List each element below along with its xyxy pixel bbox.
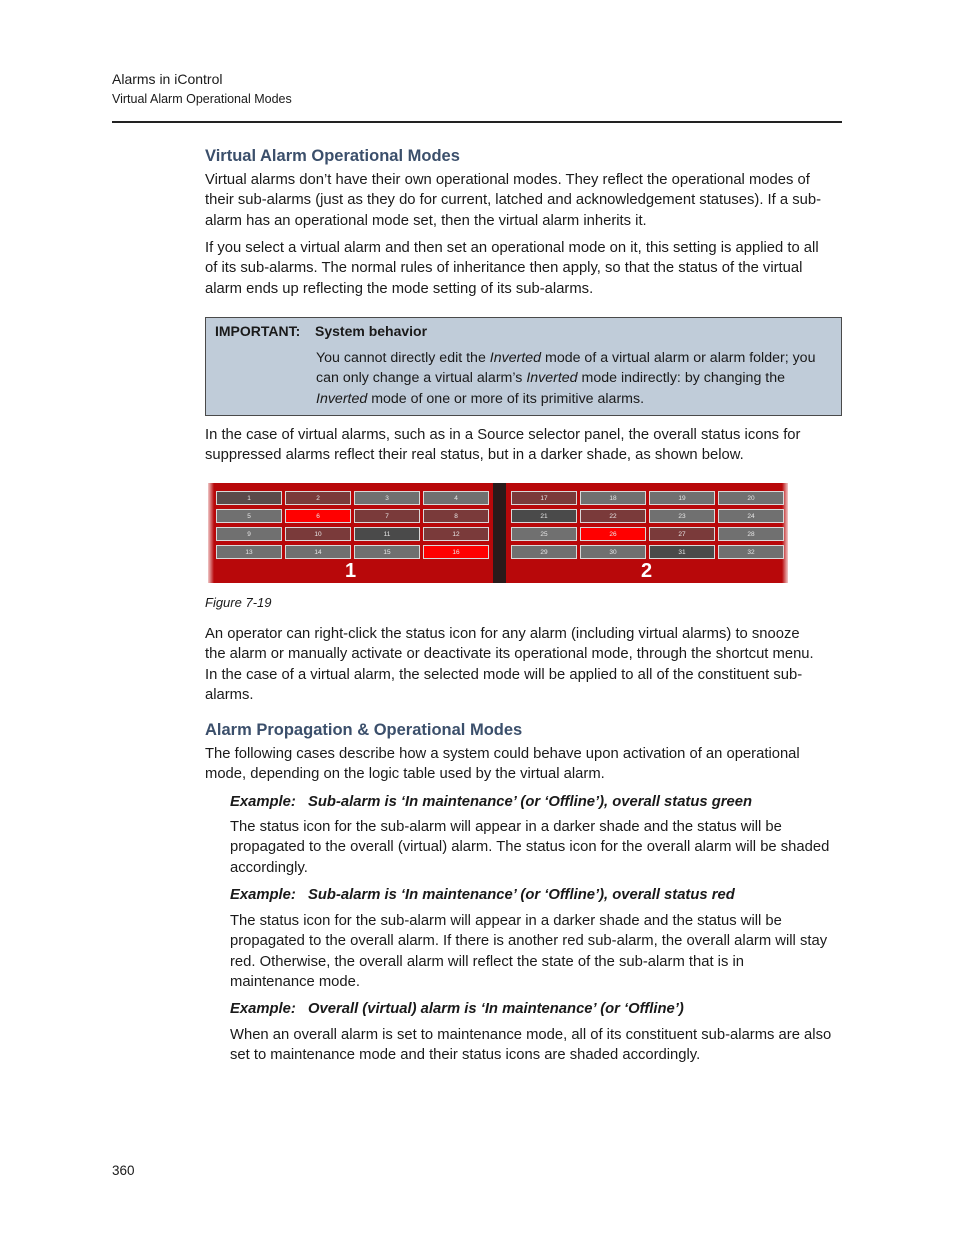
alarm-status-icon[interactable]: 5 [216,509,282,523]
alarm-status-icon[interactable]: 3 [354,491,420,505]
example-key: Example: [230,794,296,810]
important-label: IMPORTANT: [215,323,301,339]
example-title: Sub-alarm is ‘In maintenance’ (or ‘Offline’), overall status red [308,887,735,903]
example-body-1 [230,817,845,878]
alarm-status-icon[interactable]: 23 [649,509,715,523]
text-line: alarm has an operational mode set, then the virtual alarm inherits it. [205,212,647,229]
note-emphasis: Inverted [316,390,368,407]
text-line: When an overall alarm is set to maintenance mode, all of its constituent sub-alarms are also [230,1027,832,1043]
paragraph-right-click [205,624,845,705]
alarm-status-icon[interactable]: 15 [354,545,420,559]
alarm-status-icon[interactable]: 28 [718,527,784,541]
example-title: Sub-alarm is ‘In maintenance’ (or ‘Offline’), overall status green [308,794,753,810]
alarm-status-icon[interactable]: 13 [216,545,282,559]
running-header-section: Virtual Alarm Operational Modes [112,92,292,106]
text-line: propagated to the overall (virtual) alarm. The status icon for the overall alarm will be shaded [230,839,830,856]
text-line: red. Otherwise, the overall alarm will reflect the state of the sub-alarm that is in [230,953,744,970]
note-text: mode indirectly: by changing the [577,370,785,387]
note-text: mode of a virtual alarm or alarm folder; you can only change a virtual alarm’s [316,350,816,387]
panel-divider [493,483,506,583]
text-line: In the case of virtual alarms, such as in a Source selector panel, the overall status icons for [205,427,801,443]
alarm-status-icon[interactable]: 25 [511,527,577,541]
alarm-status-icon[interactable]: 22 [580,509,646,523]
text-line: alarms. [205,686,254,703]
alarm-status-icon[interactable]: 2 [285,491,351,505]
alarm-status-icon[interactable]: 20 [718,491,784,505]
alarm-status-icon[interactable]: 26 [580,527,646,541]
alarm-status-icon[interactable]: 31 [649,545,715,559]
example-body-3 [230,1025,845,1066]
alarm-status-icon[interactable]: 17 [511,491,577,505]
note-text: mode of one or more of its primitive alarms. [367,390,645,407]
alarm-status-icon[interactable]: 11 [354,527,420,541]
alarm-status-icon[interactable]: 12 [423,527,489,541]
header-rule [112,121,842,123]
alarm-status-icon[interactable]: 1 [216,491,282,505]
alarm-status-icon[interactable]: 6 [285,509,351,523]
panel-label-1: 1 [345,560,357,582]
text-line: set to maintenance mode and their status icons are shaded accordingly. [230,1047,701,1064]
text-line: their sub-alarms (just as they do for current, latched and acknowledgement statuses). If a sub- [205,192,822,209]
paragraph-propagation-intro [205,744,845,785]
alarm-status-icon[interactable]: 7 [354,509,420,523]
important-title: System behavior [315,323,428,339]
paragraph-suppressed-alarms [205,425,845,466]
paragraph-inheritance [205,238,845,299]
example-heading-2 [230,887,735,903]
page-number: 360 [112,1163,135,1178]
example-body-2 [230,911,845,992]
alarm-status-icon[interactable]: 30 [580,545,646,559]
text-line: of its sub-alarms. The normal rules of inheritance then apply, so that the status of the virtual [205,260,803,277]
text-line: In the case of a virtual alarm, the selected mode will be applied to all of the constituent sub- [205,666,803,683]
figure-caption: Figure 7-19 [205,595,272,610]
alarm-status-icon[interactable]: 21 [511,509,577,523]
figure-source-selector-panel [208,483,788,583]
example-key: Example: [230,1001,296,1017]
example-title: Overall (virtual) alarm is ‘In maintenance’ (or ‘Offline’) [308,1001,684,1017]
alarm-status-icon[interactable]: 16 [423,545,489,559]
example-heading-3 [230,1001,684,1017]
text-line: Virtual alarms don’t have their own operational modes. They reflect the operational modes of [205,172,810,188]
alarm-status-icon[interactable]: 18 [580,491,646,505]
running-header-chapter: Alarms in iControl [112,71,223,87]
text-line: If you select a virtual alarm and then set an operational mode on it, this setting is applied to all [205,240,819,256]
example-key: Example: [230,887,296,903]
text-line: accordingly. [230,859,308,876]
text-line: The status icon for the sub-alarm will appear in a darker shade and the status will be [230,913,782,929]
section-heading-alarm-propagation: Alarm Propagation & Operational Modes [205,721,523,739]
section-heading-virtual-alarm-modes: Virtual Alarm Operational Modes [205,147,460,165]
text-line: The status icon for the sub-alarm will appear in a darker shade and the status will be [230,819,782,835]
alarm-status-icon[interactable]: 24 [718,509,784,523]
text-line: maintenance mode. [230,973,360,990]
alarm-status-icon[interactable]: 8 [423,509,489,523]
alarm-status-icon[interactable]: 9 [216,527,282,541]
alarm-status-icon[interactable]: 29 [511,545,577,559]
text-line: suppressed alarms reflect their real status, but in a darker shade, as shown below. [205,447,744,464]
alarm-status-icon[interactable]: 14 [285,545,351,559]
text-line: the alarm or manually activate or deactivate its operational mode, through the shortcut menu. [205,646,814,663]
alarm-grid-panel-1 [216,491,489,559]
important-note-box [205,317,842,416]
alarm-status-icon[interactable]: 32 [718,545,784,559]
alarm-status-icon[interactable]: 27 [649,527,715,541]
important-body [316,348,836,409]
text-line: propagated to the overall alarm. If there is another red sub-alarm, the overall alarm will stay [230,933,828,950]
example-heading-1 [230,794,752,810]
text-line: alarm ends up reflecting the mode setting of its sub-alarms. [205,280,594,297]
paragraph-virtual-alarm-intro [205,170,845,231]
note-emphasis: Inverted [526,370,578,387]
text-line: The following cases describe how a system could behave upon activation of an operational [205,746,800,762]
alarm-status-icon[interactable]: 4 [423,491,489,505]
alarm-grid-panel-2 [511,491,784,559]
text-line: An operator can right-click the status icon for any alarm (including virtual alarms) to snooze [205,626,800,642]
note-text: You cannot directly edit the [316,350,490,366]
alarm-status-icon[interactable]: 19 [649,491,715,505]
alarm-status-icon[interactable]: 10 [285,527,351,541]
panel-label-2: 2 [641,560,653,582]
note-emphasis: Inverted [489,350,542,366]
text-line: mode, depending on the logic table used by the virtual alarm. [205,766,605,783]
figure-edge [208,483,214,583]
